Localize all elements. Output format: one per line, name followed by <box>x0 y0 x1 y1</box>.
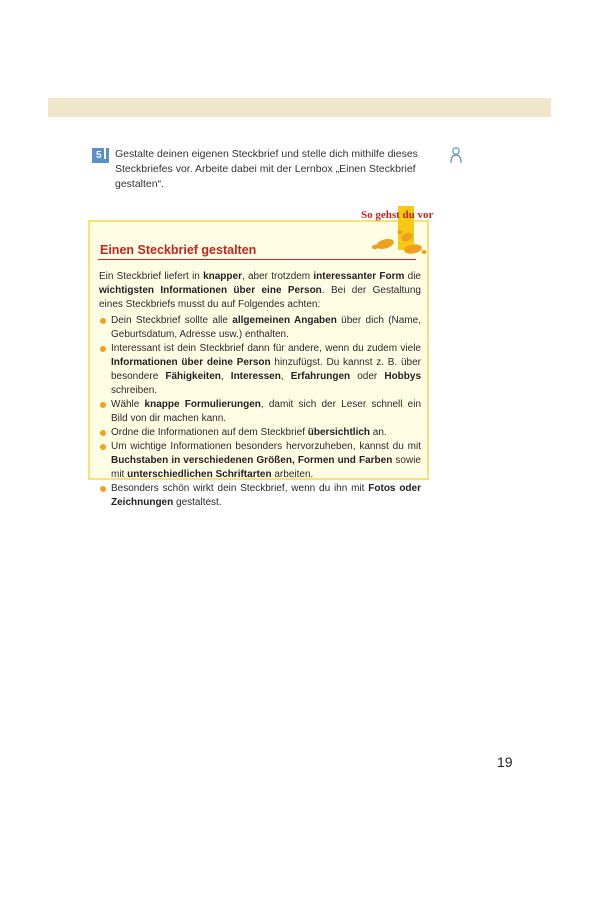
emphasis-text: allgemeinen Angaben <box>232 315 337 326</box>
text-run: Wähle <box>111 399 145 410</box>
list-item <box>99 314 421 342</box>
task-5 <box>92 147 432 192</box>
list-item <box>99 398 421 426</box>
title-divider <box>98 259 416 260</box>
emphasis-text: knappe Formulierungen <box>144 399 261 410</box>
header-band <box>48 98 551 117</box>
text-run: über dich (Name, Geburtsdatum, Adresse usw.) enthalten. <box>111 315 421 340</box>
task-number-badge: 5 <box>92 148 109 163</box>
emphasis-text: unterschiedlichen Schriftarten <box>127 469 272 480</box>
emphasis-text: knapper <box>203 271 242 282</box>
tips-list <box>99 314 421 510</box>
emphasis-text: Fotos oder Zeichnungen <box>111 483 421 508</box>
emphasis-text: wichtigsten Informationen über eine Person <box>99 285 322 296</box>
emphasis-text: Fähigkeiten <box>165 371 221 382</box>
text-run: , aber trotzdem <box>241 271 314 282</box>
person-icon <box>449 146 463 164</box>
text-run: , damit sich der Leser schnell ein Bild von dir machen kann. <box>111 399 422 424</box>
text-run: Besonders schön wirkt dein Steckbrief, wenn du ihn mit <box>111 483 369 494</box>
bullet-dot-icon <box>100 430 106 436</box>
bullet-dot-icon <box>100 444 106 450</box>
bullet-dot-icon <box>100 402 106 408</box>
task-text: Gestalte deinen eigenen Steckbrief und stelle dich mithilfe dieses Steckbriefes vor. Arbeite dabei mit der Lernbox „Einen Steckbrief gestalten“. <box>115 148 418 190</box>
emphasis-text: Informationen über deine Person <box>111 357 271 368</box>
text-run: , <box>220 371 231 382</box>
text-run: arbeiten. <box>271 469 314 480</box>
text-run: Ordne die Informationen auf dem Steckbrief <box>111 427 308 438</box>
text-run: hinzufügst. Du kannst z. B. über besondere <box>111 357 421 382</box>
list-item <box>99 440 421 482</box>
text-run: an. <box>370 427 387 438</box>
page-number: 19 <box>497 754 513 770</box>
box-title: Einen Steckbrief gestalten <box>100 243 257 257</box>
howto-label: So gehst du vor <box>361 209 434 221</box>
emphasis-text: Buchstaben in verschiedenen Größen, Formen und Farben <box>111 455 393 466</box>
list-item <box>99 482 421 510</box>
text-run: . Bei der Gestaltung eines Steckbriefs musst du auf Folgendes achten: <box>99 285 421 310</box>
bullet-dot-icon <box>100 346 106 352</box>
text-run: Interessant ist dein Steckbrief dann für andere, wenn du zudem viele <box>111 343 421 354</box>
text-run: Um wichtige Informationen besonders hervorzuheben, kannst du mit <box>111 441 421 452</box>
text-run: gestaltest. <box>173 497 222 508</box>
list-item <box>99 342 421 398</box>
emphasis-text: Erfahrungen <box>290 371 351 382</box>
text-run: Ein Steckbrief liefert in <box>99 271 204 282</box>
footprints-icon <box>369 228 427 258</box>
emphasis-text: Interessen <box>230 371 281 382</box>
text-run: sowie mit <box>111 455 421 480</box>
text-run: oder <box>350 371 385 382</box>
text-run: Dein Steckbrief sollte alle <box>111 315 233 326</box>
list-item <box>99 426 421 440</box>
text-run: , <box>280 371 291 382</box>
emphasis-text: interessanter Form <box>313 271 405 282</box>
intro-paragraph <box>99 270 421 312</box>
emphasis-text: übersichtlich <box>307 427 371 438</box>
text-run: schreiben. <box>111 385 158 396</box>
emphasis-text: Hobbys <box>384 371 422 382</box>
bullet-dot-icon <box>100 486 106 492</box>
bullet-dot-icon <box>100 318 106 324</box>
text-run: die <box>404 271 421 282</box>
